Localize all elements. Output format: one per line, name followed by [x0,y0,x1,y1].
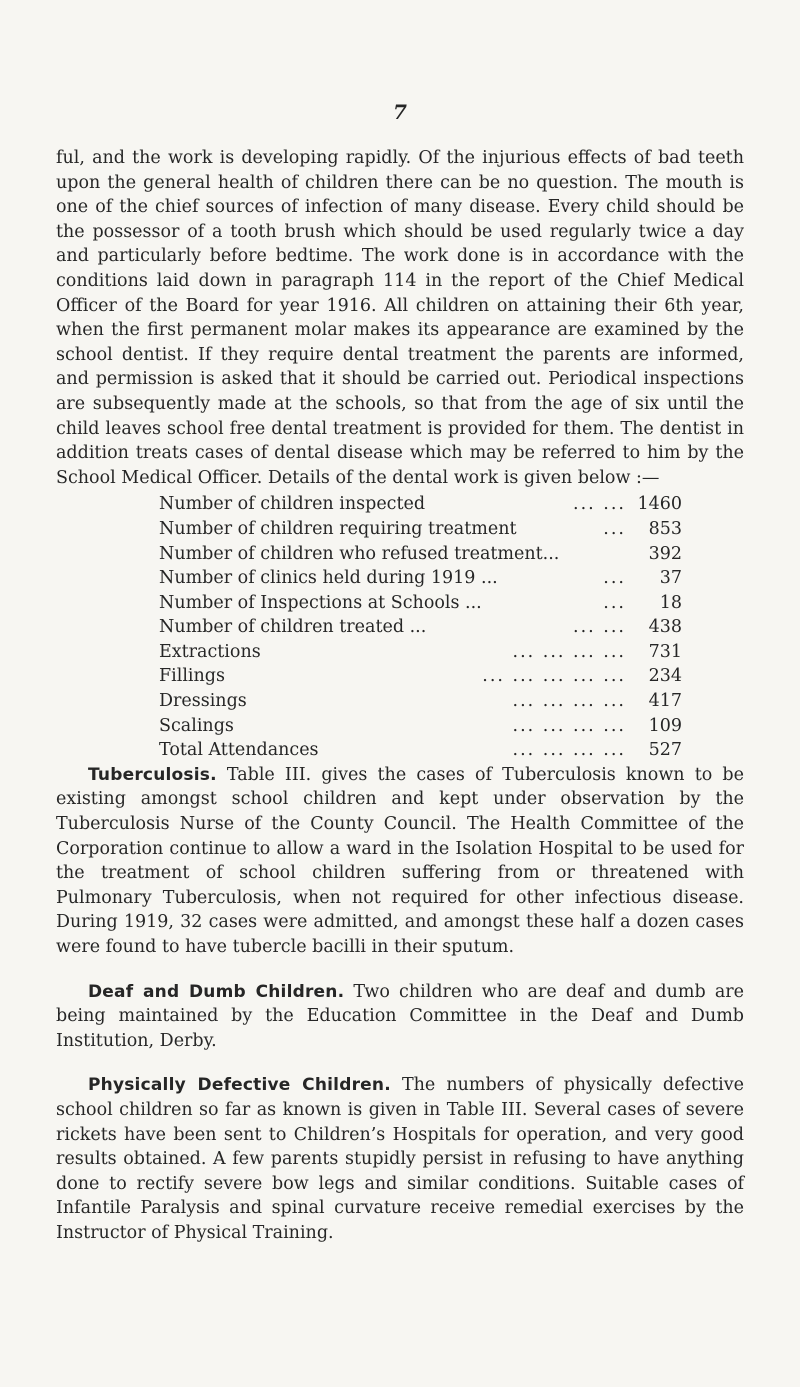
stat-leader-dots: ... ... ... ... [512,691,626,712]
stat-row [159,714,682,739]
stat-value: 731 [648,641,682,662]
section-heading-tuberculosis: Tuberculosis. [88,764,217,785]
deaf-dumb-paragraph [56,980,744,1054]
deaf-dumb-section [56,980,744,1054]
stat-value: 234 [648,666,682,687]
tuberculosis-paragraph [56,763,744,960]
stat-value: 417 [648,691,682,712]
stat-value: 37 [659,568,682,589]
stat-value: 527 [648,740,682,761]
stat-label: Extractions [159,641,261,662]
stat-leader-dots: ... [603,568,626,589]
stat-label: Total Attendances [159,740,319,761]
dental-statistics-list [159,492,682,763]
stat-value: 18 [659,592,682,613]
stat-row [159,664,682,689]
stat-row [159,517,682,542]
physically-defective-section [56,1073,744,1245]
stat-label: Scalings [159,715,234,736]
stat-leader-dots: ... [603,592,626,613]
stat-value: 109 [648,715,682,736]
stat-value: 438 [648,617,682,638]
document-body [56,146,744,1246]
stat-value: 853 [648,518,682,539]
tuberculosis-section [56,763,744,960]
stat-row [159,738,682,763]
stat-label: Number of Inspections at Schools ... [159,592,482,613]
stat-row [159,615,682,640]
stat-leader-dots: ... ... ... ... [512,641,626,662]
stat-leader-dots: ... ... ... ... [512,740,626,761]
section-heading-deaf-dumb: Deaf and Dumb Children. [88,981,345,1002]
stat-row [159,640,682,665]
stat-label: Number of children treated ... [159,617,427,638]
tuberculosis-text: Table III. gives the cases of Tuberculosis known to be existing amongst school children and kept under observation by the Tuberculosis Nurse of the County Council. The Health Committee of the Corporation continue to allow a ward in the Isolation Hospital to be used for the treatment of school children suffering from or threatened with Pulmonary Tuberculosis, when not required for other infectious disease. During 1919, 32 cases were admitted, and amongst these half a dozen cases were found to have tubercle bacilli in their sputum. [56,764,744,957]
stat-label: Number of children requiring treatment [159,518,517,539]
stat-leader-dots: ... ... ... ... ... [482,666,626,687]
stat-row [159,591,682,616]
stat-label: Number of children inspected [159,494,426,515]
stat-leader-dots: ... ... [573,617,626,638]
stat-leader-dots: ... ... ... ... [512,715,626,736]
stat-label: Fillings [159,666,225,687]
stat-leader-dots: ... ... [573,494,626,515]
stat-row [159,689,682,714]
stat-value: 392 [648,543,682,564]
deaf-dumb-text: Two children who are deaf and dumb are being maintained by the Education Committee in the Deaf and Dumb Institution, Derby. [56,981,744,1051]
stat-row [159,566,682,591]
physically-defective-paragraph [56,1073,744,1245]
stat-leader-dots: ... [603,518,626,539]
physically-defective-text: The numbers of physically defective school children so far as known is given in Table III. Several cases of severe rickets have been sent to Children’s Hospitals for operation, and very good results obtained. A few parents stupidly persist in refusing to have anything done to rectify severe bow legs and similar conditions. Suitable cases of Infantile Paralysis and spinal curvature receive remedial exercises by the Instructor of Physical Training. [56,1075,744,1243]
stat-value: 1460 [637,494,682,515]
stat-row [159,542,682,567]
stat-row [159,492,682,517]
stat-label: Dressings [159,691,247,712]
intro-paragraph: ful, and the work is developing rapidly. Of the injurious effects of bad teeth upon the general health of children there can be no question. The mouth is one of the chief sources of infection of many disease. Every child should be the possessor of a tooth brush which should be used regularly twice a day and particularly before bedtime. The work done is in accordance with the conditions laid down in paragraph 114 in the report of the Chief Medical Officer of the Board for year 1916. All children on attaining their 6th year, when the first permanent molar makes its appearance are examined by the school dentist. If they require dental treatment the parents are informed, and permission is asked that it should be carried out. Periodical inspections are subsequently made at the schools, so that from the age of six until the child leaves school free dental treatment is provided for them. The dentist in addition treats cases of dental disease which may be referred to him by the School Medical Officer. Details of the dental work is given below :— [56,148,744,488]
stat-label: Number of children who refused treatment... [159,543,560,564]
section-heading-physically-defective: Physically Defective Children. [88,1075,391,1096]
stat-label: Number of clinics held during 1919 ... [159,568,498,589]
page-number: 7 [393,100,407,124]
